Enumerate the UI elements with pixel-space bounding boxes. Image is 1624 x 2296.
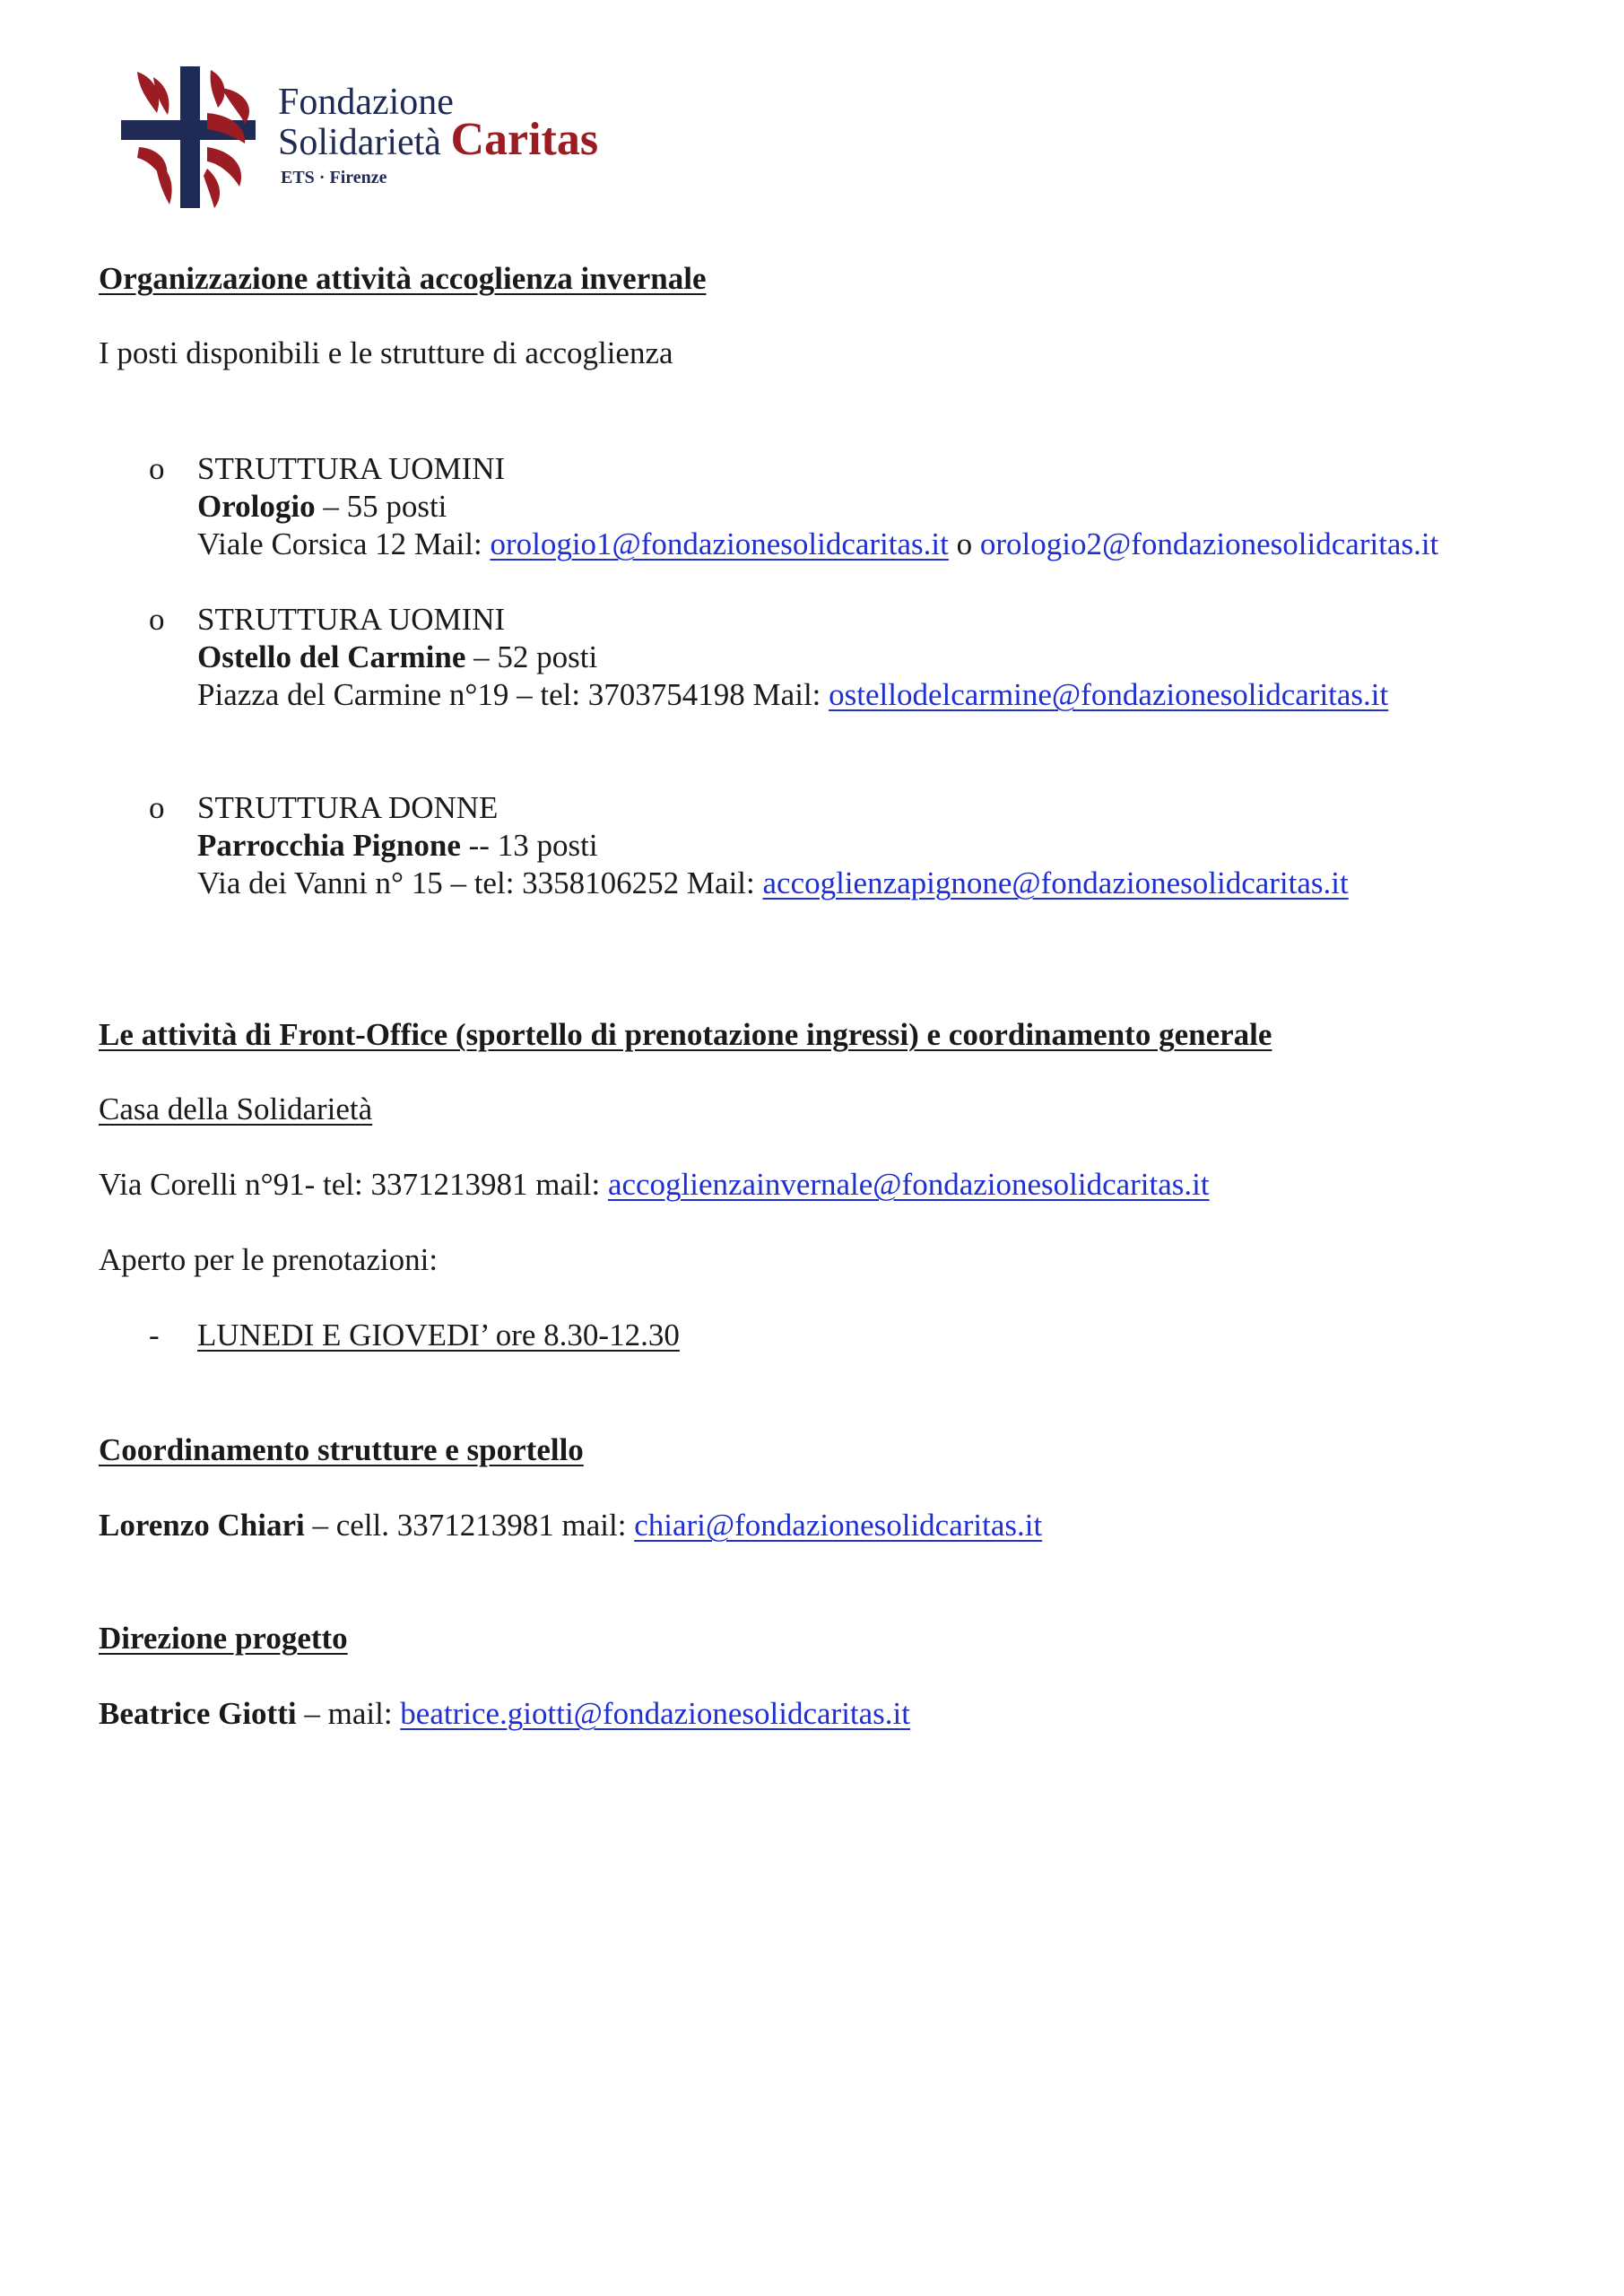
opening-label: Aperto per le prenotazioni: — [99, 1242, 439, 1277]
email-joiner: o — [948, 526, 980, 561]
place-name: Casa della Solidarietà — [99, 1091, 373, 1126]
dash-marker: - — [149, 1318, 160, 1352]
coordinator-line — [99, 1507, 1042, 1544]
structure-name-line — [197, 488, 447, 526]
structure-capacity: 52 posti — [497, 639, 598, 674]
structure-separator: – — [315, 489, 347, 524]
logo-text-line3: ETS · Firenze — [281, 168, 387, 187]
section-title-project-direction: Direzione progetto — [99, 1621, 348, 1656]
email-link[interactable]: orologio1@fondazionesolidcaritas.it — [490, 526, 949, 561]
structure-name: Orologio — [197, 489, 316, 524]
structure-name: Parrocchia Pignone — [197, 828, 461, 863]
bullet-marker: o — [149, 790, 165, 825]
structure-address: Viale Corsica 12 Mail: — [197, 526, 491, 561]
bullet-marker: o — [149, 602, 165, 637]
coordinator-name: Lorenzo Chiari — [99, 1508, 305, 1543]
email-link[interactable]: accoglienzainvernale@fondazionesolidcaritas.it — [607, 1167, 1210, 1202]
structure-name: Ostello del Carmine — [197, 639, 466, 674]
coordinator-details: – cell. 3371213981 mail: — [304, 1508, 635, 1543]
structure-name-line — [197, 827, 598, 865]
director-details: – mail: — [296, 1696, 401, 1731]
structure-separator: – — [465, 639, 498, 674]
structure-address-line — [197, 526, 1438, 563]
structure-type: STRUTTURA DONNE — [197, 790, 499, 825]
logo-text-line2 — [278, 114, 599, 165]
email-link[interactable]: beatrice.giotti@fondazionesolidcaritas.it — [400, 1696, 910, 1731]
foundation-logo — [121, 61, 623, 218]
logo-text-solidarieta: Solidarietà — [278, 122, 441, 163]
structure-capacity: 13 posti — [497, 828, 598, 863]
structure-address: Piazza del Carmine n°19 – tel: 3703754198 Mail: — [197, 677, 829, 712]
section-intro: I posti disponibili e le strutture di accoglienza — [99, 335, 673, 370]
structure-type: STRUTTURA UOMINI — [197, 451, 506, 486]
opening-schedule: LUNEDI E GIOVEDI’ ore 8.30-12.30 — [197, 1318, 680, 1352]
structure-type: STRUTTURA UOMINI — [197, 602, 506, 637]
section-title-coordination: Coordinamento strutture e sportello — [99, 1432, 584, 1467]
email-link[interactable]: accoglienzapignone@fondazionesolidcaritas.it — [762, 865, 1349, 900]
logo-brand-caritas: Caritas — [450, 114, 599, 165]
bullet-marker: o — [149, 451, 165, 486]
email-link-secondary[interactable]: orologio2@fondazionesolidcaritas.it — [979, 526, 1439, 561]
logo-text-line1: Fondazione — [278, 82, 454, 123]
structure-name-line — [197, 639, 597, 676]
section-title-front-office: Le attività di Front-Office (sportello di prenotazione ingressi) e coordinamento generale — [99, 1017, 1272, 1052]
structure-separator: -- — [460, 828, 498, 863]
section-title-winter-reception: Organizzazione attività accoglienza invernale — [99, 261, 707, 296]
structure-address-line — [197, 676, 1388, 714]
director-name: Beatrice Giotti — [99, 1696, 297, 1731]
structure-address: Via dei Vanni n° 15 – tel: 3358106252 Mail: — [197, 865, 763, 900]
email-link[interactable]: ostellodelcarmine@fondazionesolidcaritas.it — [829, 677, 1389, 712]
front-office-address: Via Corelli n°91- tel: 3371213981 mail: — [99, 1167, 608, 1202]
front-office-address-line — [99, 1166, 1210, 1204]
structure-capacity: 55 posti — [346, 489, 447, 524]
email-link[interactable]: chiari@fondazionesolidcaritas.it — [634, 1508, 1043, 1543]
director-line — [99, 1695, 910, 1733]
caritas-cross-lily-icon — [121, 61, 269, 213]
structure-address-line — [197, 865, 1349, 902]
